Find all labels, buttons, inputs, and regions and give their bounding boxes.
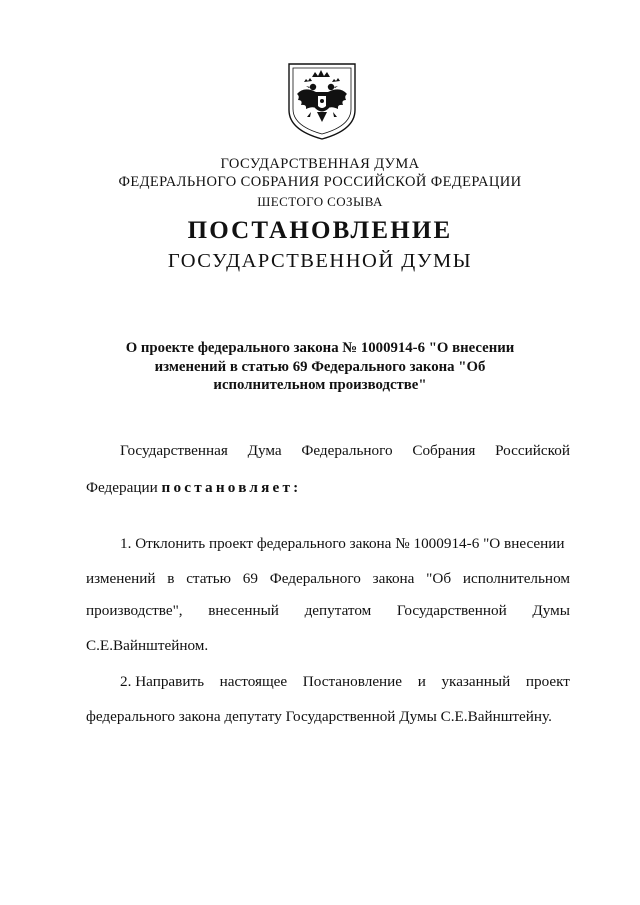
item-1-line-4: С.Е.Вайнштейном. xyxy=(86,637,209,654)
item-1-word: Федерального xyxy=(269,570,361,587)
item-1-word: депутатом xyxy=(304,602,372,619)
document-type-title: ПОСТАНОВЛЕНИЕ xyxy=(187,217,453,244)
item-1-word: статью xyxy=(186,570,232,587)
item-1-word: 69 xyxy=(242,570,258,587)
item-1-word: Государственной xyxy=(396,602,507,619)
item-1-word: "Об xyxy=(426,570,452,587)
preamble-word: Российской xyxy=(495,442,570,459)
resolution-verb: постановляет: xyxy=(161,479,302,496)
preamble-word: Федерального xyxy=(301,442,393,459)
item-1-word: в xyxy=(167,570,175,587)
preamble-line-1 xyxy=(120,442,570,460)
convocation-line: ШЕСТОГО СОЗЫВА xyxy=(257,194,383,209)
item-1-word: исполнительном xyxy=(462,570,570,587)
item-2-word: настоящее xyxy=(219,673,288,690)
subject-line: О проекте федерального закона № 1000914-6 "О внесении xyxy=(125,340,515,356)
item-1-word: внесенный xyxy=(208,602,279,619)
item-1-word: производстве", xyxy=(86,602,183,619)
preamble-line-2 xyxy=(86,479,301,497)
preamble-word: Государственная xyxy=(120,442,228,459)
parliament-name-line: ФЕДЕРАЛЬНОГО СОБРАНИЯ РОССИЙСКОЙ ФЕДЕРАЦИИ xyxy=(118,174,522,190)
preamble-word: Федерации xyxy=(86,479,158,496)
subject-line: изменений в статью 69 Федерального закона "Об xyxy=(154,358,486,375)
item-2-word: указанный xyxy=(441,673,511,690)
preamble-word: Собрания xyxy=(412,442,476,459)
item-1-word: закона xyxy=(372,570,415,587)
item-1-line-2 xyxy=(86,570,570,588)
item-2-word: Постановление xyxy=(302,673,403,690)
item-1-line-3 xyxy=(86,602,570,620)
document-issuer-title: ГОСУДАРСТВЕННОЙ ДУМЫ xyxy=(167,250,473,272)
resolution-subject xyxy=(100,339,540,395)
item-2-line-1 xyxy=(120,673,570,691)
state-emblem-icon xyxy=(286,60,358,142)
item-1-word: Думы xyxy=(532,602,570,619)
preamble-word: Дума xyxy=(247,442,282,459)
item-1-word: изменений xyxy=(86,570,156,587)
item-1-line-1: 1. Отклонить проект федерального закона № 1000914-6 "О внесении xyxy=(120,535,565,552)
subject-line: исполнительном производстве" xyxy=(213,377,427,393)
issuer-name-line: ГОСУДАРСТВЕННАЯ ДУМА xyxy=(220,156,420,172)
item-2-word: 2. Направить xyxy=(120,673,205,690)
item-2-word: и xyxy=(417,673,426,690)
item-2-word: проект xyxy=(525,673,570,690)
item-2-line-2: федерального закона депутату Государственной Думы С.Е.Вайнштейну. xyxy=(86,708,552,725)
